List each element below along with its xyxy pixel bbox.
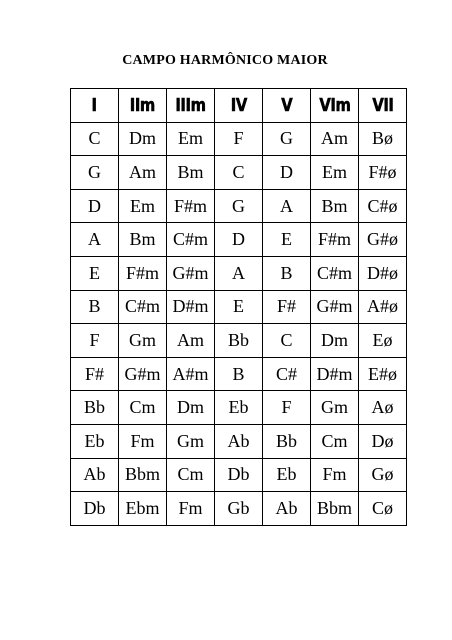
chord-cell: Db (71, 492, 119, 526)
chord-cell: D (215, 223, 263, 257)
column-header: VIm (311, 89, 359, 123)
chord-cell: Bm (311, 189, 359, 223)
chord-cell: E#ø (359, 357, 407, 391)
chord-cell: Fm (167, 492, 215, 526)
chord-cell: Em (119, 189, 167, 223)
chord-cell: G#m (311, 290, 359, 324)
chord-cell: Aø (359, 391, 407, 425)
chord-cell: Dm (167, 391, 215, 425)
chord-cell: G#ø (359, 223, 407, 257)
chord-cell: A (263, 189, 311, 223)
table-row (71, 189, 407, 223)
column-header: IIm (119, 89, 167, 123)
chord-cell: G (263, 122, 311, 156)
chord-cell: D (263, 156, 311, 190)
chord-cell: Am (167, 324, 215, 358)
table-row (71, 458, 407, 492)
column-header: VII (359, 89, 407, 123)
chord-cell: Bb (263, 424, 311, 458)
column-header: IV (215, 89, 263, 123)
chord-cell: C (263, 324, 311, 358)
column-header: V (263, 89, 311, 123)
chord-cell: A (71, 223, 119, 257)
chord-cell: A#ø (359, 290, 407, 324)
chord-cell: Bb (71, 391, 119, 425)
chord-cell: F (263, 391, 311, 425)
chord-cell: C (71, 122, 119, 156)
chord-cell: Db (215, 458, 263, 492)
chord-cell: A (215, 256, 263, 290)
table-row (71, 290, 407, 324)
chord-cell: E (263, 223, 311, 257)
chord-cell: Am (311, 122, 359, 156)
table-row (71, 357, 407, 391)
chord-cell: C#ø (359, 189, 407, 223)
chord-cell: Ab (215, 424, 263, 458)
chord-cell: Eø (359, 324, 407, 358)
chord-cell: Bbm (311, 492, 359, 526)
table-row (71, 156, 407, 190)
chord-cell: Gm (119, 324, 167, 358)
chord-cell: Gø (359, 458, 407, 492)
chord-cell: Ebm (119, 492, 167, 526)
table-row (71, 122, 407, 156)
chord-cell: Bm (167, 156, 215, 190)
chord-cell: D (71, 189, 119, 223)
chord-cell: Fm (119, 424, 167, 458)
chord-cell: Bb (215, 324, 263, 358)
chord-cell: C#m (167, 223, 215, 257)
chord-cell: F (215, 122, 263, 156)
table-row (71, 391, 407, 425)
table-row (71, 256, 407, 290)
table-row (71, 324, 407, 358)
chord-cell: G (71, 156, 119, 190)
chord-cell: Dm (119, 122, 167, 156)
column-header: IIIm (167, 89, 215, 123)
chord-cell: C#m (311, 256, 359, 290)
chord-cell: Eb (71, 424, 119, 458)
chord-cell: Gm (311, 391, 359, 425)
chord-cell: Bm (119, 223, 167, 257)
table-row (71, 492, 407, 526)
chord-cell: Em (311, 156, 359, 190)
chord-cell: Gb (215, 492, 263, 526)
chord-cell: B (71, 290, 119, 324)
chord-cell: Ab (71, 458, 119, 492)
chord-cell: D#ø (359, 256, 407, 290)
chord-cell: Cm (119, 391, 167, 425)
chord-cell: B (215, 357, 263, 391)
page-title (0, 53, 452, 69)
chord-cell: F#ø (359, 156, 407, 190)
chord-cell: Em (167, 122, 215, 156)
chord-cell: Bbm (119, 458, 167, 492)
chord-cell: Eb (215, 391, 263, 425)
chord-cell: G#m (119, 357, 167, 391)
chord-cell: D#m (311, 357, 359, 391)
chord-cell: Dm (311, 324, 359, 358)
chord-cell: Am (119, 156, 167, 190)
chord-cell: D#m (167, 290, 215, 324)
chord-cell: C#m (119, 290, 167, 324)
page-title-text: CAMPO HARMÔNICO MAIOR (122, 53, 328, 68)
chord-cell: Bø (359, 122, 407, 156)
column-header: I (71, 89, 119, 123)
header-row (71, 89, 407, 123)
chord-cell: F (71, 324, 119, 358)
chord-cell: Cm (167, 458, 215, 492)
chord-cell: G (215, 189, 263, 223)
chord-cell: E (215, 290, 263, 324)
chord-cell: F#m (119, 256, 167, 290)
table-row (71, 223, 407, 257)
chord-cell: F# (71, 357, 119, 391)
chord-cell: A#m (167, 357, 215, 391)
chord-cell: Fm (311, 458, 359, 492)
chord-cell: Dø (359, 424, 407, 458)
chord-cell: C (215, 156, 263, 190)
chord-cell: Gm (167, 424, 215, 458)
table-row (71, 424, 407, 458)
chord-cell: B (263, 256, 311, 290)
chord-cell: Cø (359, 492, 407, 526)
chord-cell: F#m (311, 223, 359, 257)
chord-cell: C# (263, 357, 311, 391)
chord-cell: E (71, 256, 119, 290)
chord-cell: F# (263, 290, 311, 324)
chord-cell: G#m (167, 256, 215, 290)
chord-table (70, 88, 407, 526)
table-body (71, 122, 407, 525)
chord-cell: Cm (311, 424, 359, 458)
chord-cell: Ab (263, 492, 311, 526)
chord-cell: Eb (263, 458, 311, 492)
chord-cell: F#m (167, 189, 215, 223)
